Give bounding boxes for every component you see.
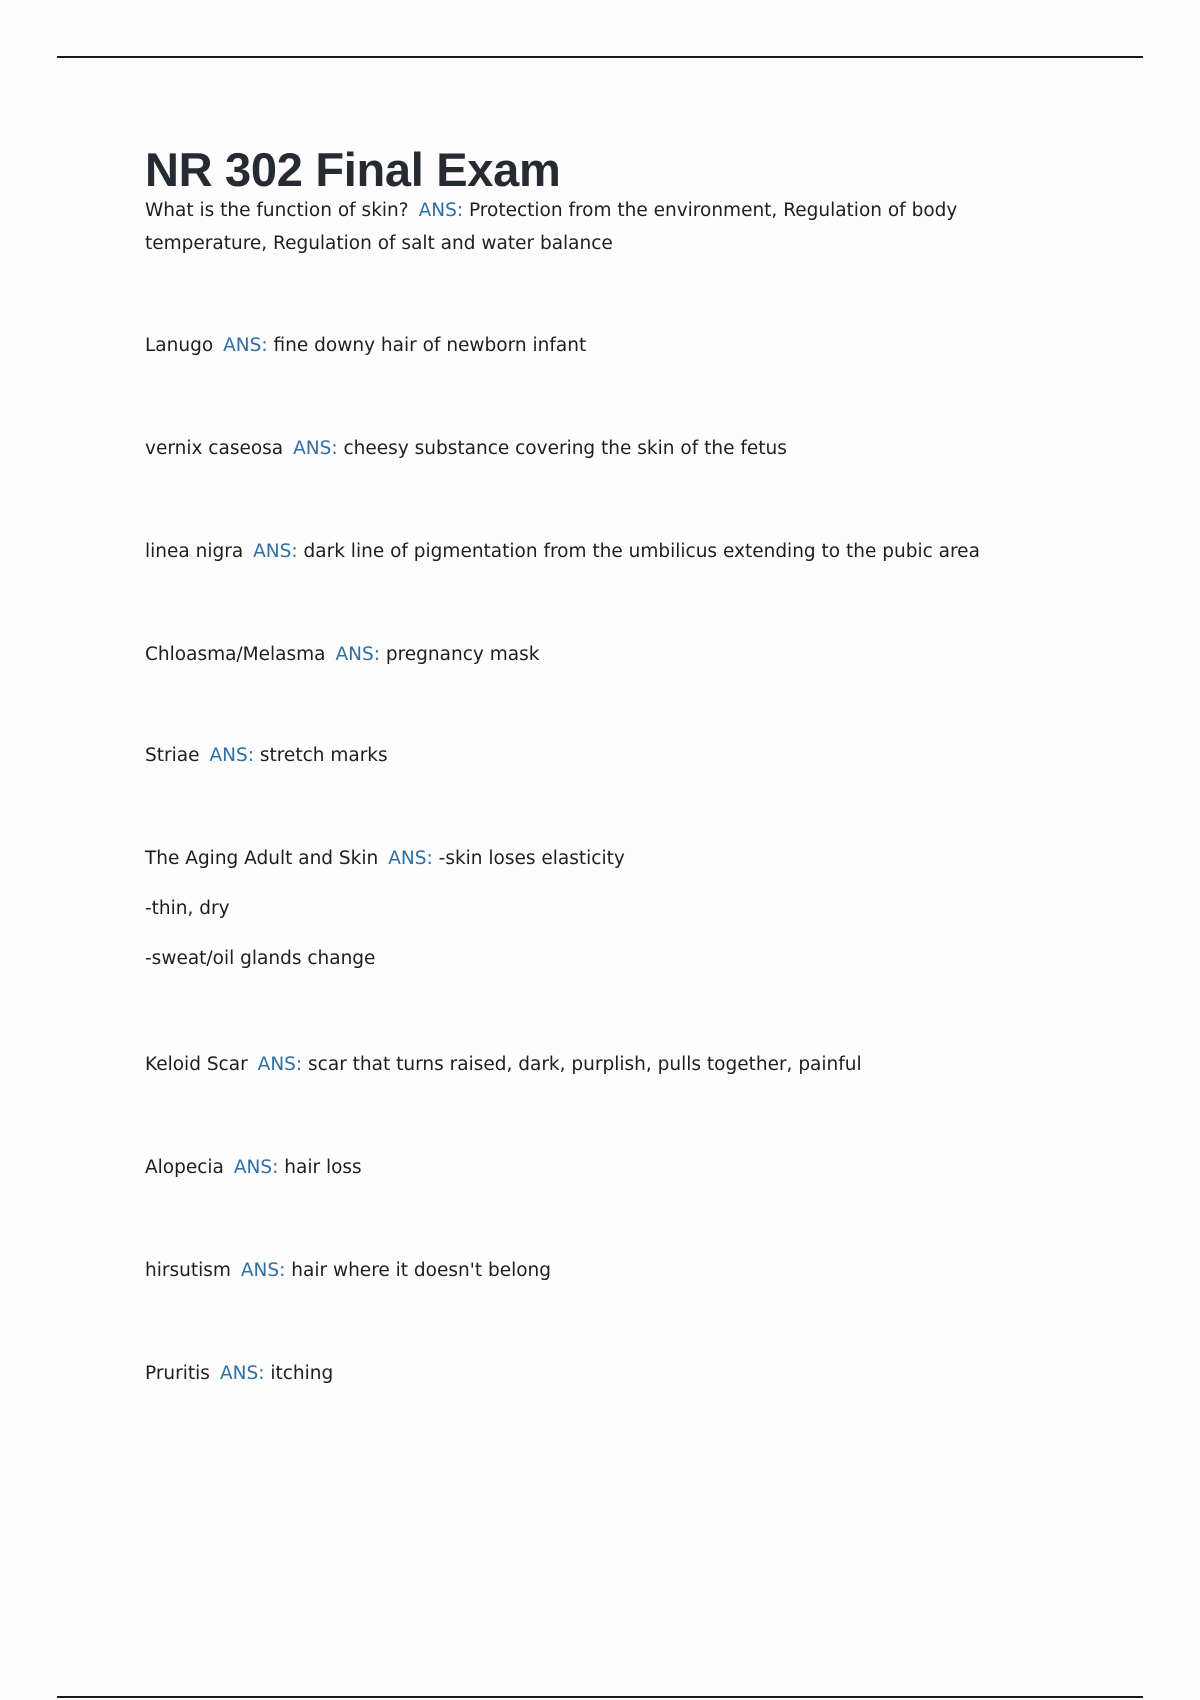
qa-entry	[145, 638, 539, 671]
ans-label: ANS:	[293, 438, 338, 459]
qa-entry	[145, 1357, 333, 1390]
qa-entry	[145, 1048, 862, 1081]
entry-term: Pruritis	[145, 1363, 210, 1384]
qa-entry	[145, 739, 388, 772]
ans-label: ANS:	[209, 745, 254, 766]
top-rule	[57, 56, 1143, 58]
ans-label: ANS:	[257, 1054, 303, 1075]
qa-entry	[145, 329, 586, 362]
entry-definition: hair where it doesn't belong	[291, 1260, 552, 1281]
entry-extra-line: -thin, dry	[145, 898, 230, 919]
qa-entry	[145, 842, 1085, 975]
qa-entry	[145, 535, 980, 568]
ans-label: ANS:	[418, 200, 464, 221]
entry-term: linea nigra	[145, 541, 244, 562]
entry-term: Lanugo	[145, 335, 214, 356]
entry-definition: stretch marks	[259, 745, 388, 766]
ans-label: ANS:	[335, 644, 380, 665]
entry-definition: -skin loses elasticity	[438, 848, 625, 869]
entry-definition: scar that turns raised, dark, purplish, pulls together, painful	[308, 1054, 862, 1075]
entry-term: Alopecia	[145, 1157, 224, 1178]
qa-entry	[145, 1254, 551, 1287]
entry-definition: fine downy hair of newborn infant	[273, 335, 587, 356]
entry-term: vernix caseosa	[145, 438, 284, 459]
entry-definition: hair loss	[284, 1157, 362, 1178]
entry-definition: Protection from the environment, Regulation of body temperature, Regulation of salt and water balance	[145, 200, 958, 254]
page-title: NR 302 Final Exam	[145, 143, 561, 196]
ans-label: ANS:	[223, 335, 268, 356]
ans-label: ANS:	[253, 541, 298, 562]
bottom-rule	[57, 1696, 1143, 1698]
document-content	[145, 142, 1085, 1384]
entry-term: Keloid Scar	[145, 1054, 248, 1075]
entry-term: What is the function of skin?	[145, 200, 409, 221]
entry-term: The Aging Adult and Skin	[145, 848, 379, 869]
entry-term: hirsutism	[145, 1260, 231, 1281]
entry-term: Striae	[145, 745, 200, 766]
ans-label: ANS:	[233, 1157, 279, 1178]
entry-term: Chloasma/Melasma	[145, 644, 326, 665]
qa-entry	[145, 1151, 362, 1184]
entry-definition: pregnancy mask	[385, 644, 540, 665]
entry-definition: cheesy substance covering the skin of the fetus	[343, 438, 787, 459]
entry-extra-line: -sweat/oil glands change	[145, 948, 376, 969]
qa-entry	[145, 194, 1085, 260]
qa-entry	[145, 432, 787, 465]
ans-label: ANS:	[388, 848, 433, 869]
entry-definition: dark line of pigmentation from the umbilicus extending to the pubic area	[303, 541, 980, 562]
ans-label: ANS:	[240, 1260, 286, 1281]
entry-definition: itching	[270, 1363, 334, 1384]
ans-label: ANS:	[219, 1363, 265, 1384]
